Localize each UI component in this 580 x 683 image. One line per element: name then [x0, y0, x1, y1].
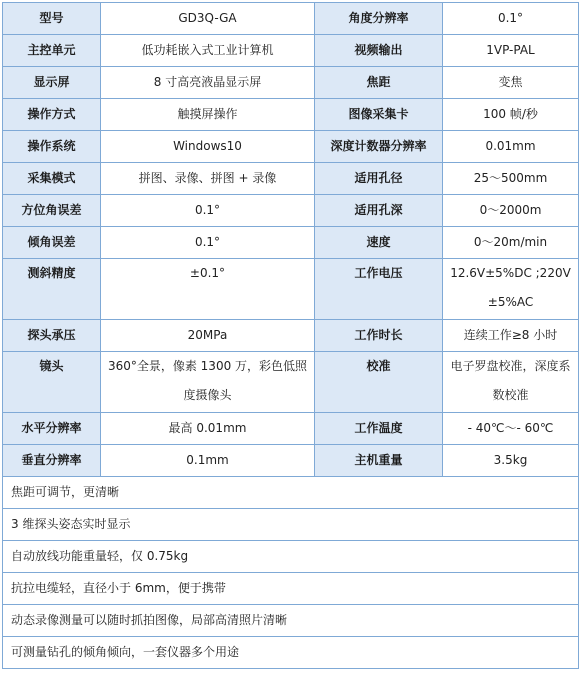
spec-row-lens — [3, 352, 579, 413]
spec-value: 0～20m/min — [443, 227, 579, 259]
spec-value: 触摸屏操作 — [101, 99, 315, 131]
spec-label: 显示屏 — [3, 67, 101, 99]
spec-row-horizontal-resolution — [3, 413, 579, 445]
feature-row — [3, 509, 579, 541]
feature-text: 动态录像测量可以随时抓拍图像，局部高清照片清晰 — [3, 605, 579, 637]
spec-value: 360°全景，像素 1300 万，彩色低照度摄像头 — [101, 352, 315, 413]
spec-label: 测斜精度 — [3, 259, 101, 320]
spec-label: 工作温度 — [315, 413, 443, 445]
spec-label: 适用孔深 — [315, 195, 443, 227]
spec-value: Windows10 — [101, 131, 315, 163]
spec-label: 型号 — [3, 3, 101, 35]
feature-row — [3, 637, 579, 669]
spec-row-probe-pressure — [3, 320, 579, 352]
spec-value: 拼图、录像、拼图 + 录像 — [101, 163, 315, 195]
spec-row-azimuth-error — [3, 195, 579, 227]
spec-value: 变焦 — [443, 67, 579, 99]
spec-label: 方位角误差 — [3, 195, 101, 227]
spec-label: 工作时长 — [315, 320, 443, 352]
spec-value: 25～500mm — [443, 163, 579, 195]
spec-label: 倾角误差 — [3, 227, 101, 259]
spec-label: 水平分辨率 — [3, 413, 101, 445]
spec-value: 0～2000m — [443, 195, 579, 227]
spec-label: 主机重量 — [315, 445, 443, 477]
spec-value: 100 帧/秒 — [443, 99, 579, 131]
spec-value: 0.1° — [101, 227, 315, 259]
spec-label: 镜头 — [3, 352, 101, 413]
spec-row-model — [3, 3, 579, 35]
feature-text: 可测量钻孔的倾角倾向，一套仪器多个用途 — [3, 637, 579, 669]
feature-row — [3, 605, 579, 637]
feature-text: 抗拉电缆轻，直径小于 6mm，便于携带 — [3, 573, 579, 605]
spec-value: - 40℃～- 60℃ — [443, 413, 579, 445]
spec-label: 工作电压 — [315, 259, 443, 320]
spec-label: 校准 — [315, 352, 443, 413]
spec-value: 1VP-PAL — [443, 35, 579, 67]
spec-label: 图像采集卡 — [315, 99, 443, 131]
spec-value: ±0.1° — [101, 259, 315, 320]
spec-row-vertical-resolution — [3, 445, 579, 477]
spec-row-capture-mode — [3, 163, 579, 195]
spec-value: 8 寸高亮液晶显示屏 — [101, 67, 315, 99]
spec-value: 低功耗嵌入式工业计算机 — [101, 35, 315, 67]
spec-table — [2, 2, 579, 669]
spec-row-os — [3, 131, 579, 163]
spec-row-operation — [3, 99, 579, 131]
spec-value: 电子罗盘校准，深度系数校准 — [443, 352, 579, 413]
spec-value: 3.5kg — [443, 445, 579, 477]
spec-label: 垂直分辨率 — [3, 445, 101, 477]
feature-row — [3, 573, 579, 605]
spec-value: 20MPa — [101, 320, 315, 352]
spec-label: 深度计数器分辨率 — [315, 131, 443, 163]
spec-label: 速度 — [315, 227, 443, 259]
spec-label: 主控单元 — [3, 35, 101, 67]
feature-text: 3 维探头姿态实时显示 — [3, 509, 579, 541]
feature-row — [3, 477, 579, 509]
feature-text: 自动放线功能重量轻，仅 0.75kg — [3, 541, 579, 573]
spec-label: 采集模式 — [3, 163, 101, 195]
spec-value: 最高 0.01mm — [101, 413, 315, 445]
spec-row-display — [3, 67, 579, 99]
feature-row — [3, 541, 579, 573]
spec-value: 0.1mm — [101, 445, 315, 477]
spec-value: 0.1° — [101, 195, 315, 227]
spec-value: 0.01mm — [443, 131, 579, 163]
spec-label: 视频输出 — [315, 35, 443, 67]
spec-value: 连续工作≥8 小时 — [443, 320, 579, 352]
spec-label: 焦距 — [315, 67, 443, 99]
spec-value: 12.6V±5%DC ;220V ±5%AC — [443, 259, 579, 320]
spec-label: 适用孔径 — [315, 163, 443, 195]
spec-label: 操作方式 — [3, 99, 101, 131]
spec-label: 角度分辨率 — [315, 3, 443, 35]
spec-label: 操作系统 — [3, 131, 101, 163]
spec-label: 探头承压 — [3, 320, 101, 352]
spec-value: GD3Q-GA — [101, 3, 315, 35]
spec-value: 0.1° — [443, 3, 579, 35]
feature-text: 焦距可调节，更清晰 — [3, 477, 579, 509]
spec-row-control-unit — [3, 35, 579, 67]
spec-row-tilt-error — [3, 227, 579, 259]
spec-row-inclination-accuracy — [3, 259, 579, 320]
